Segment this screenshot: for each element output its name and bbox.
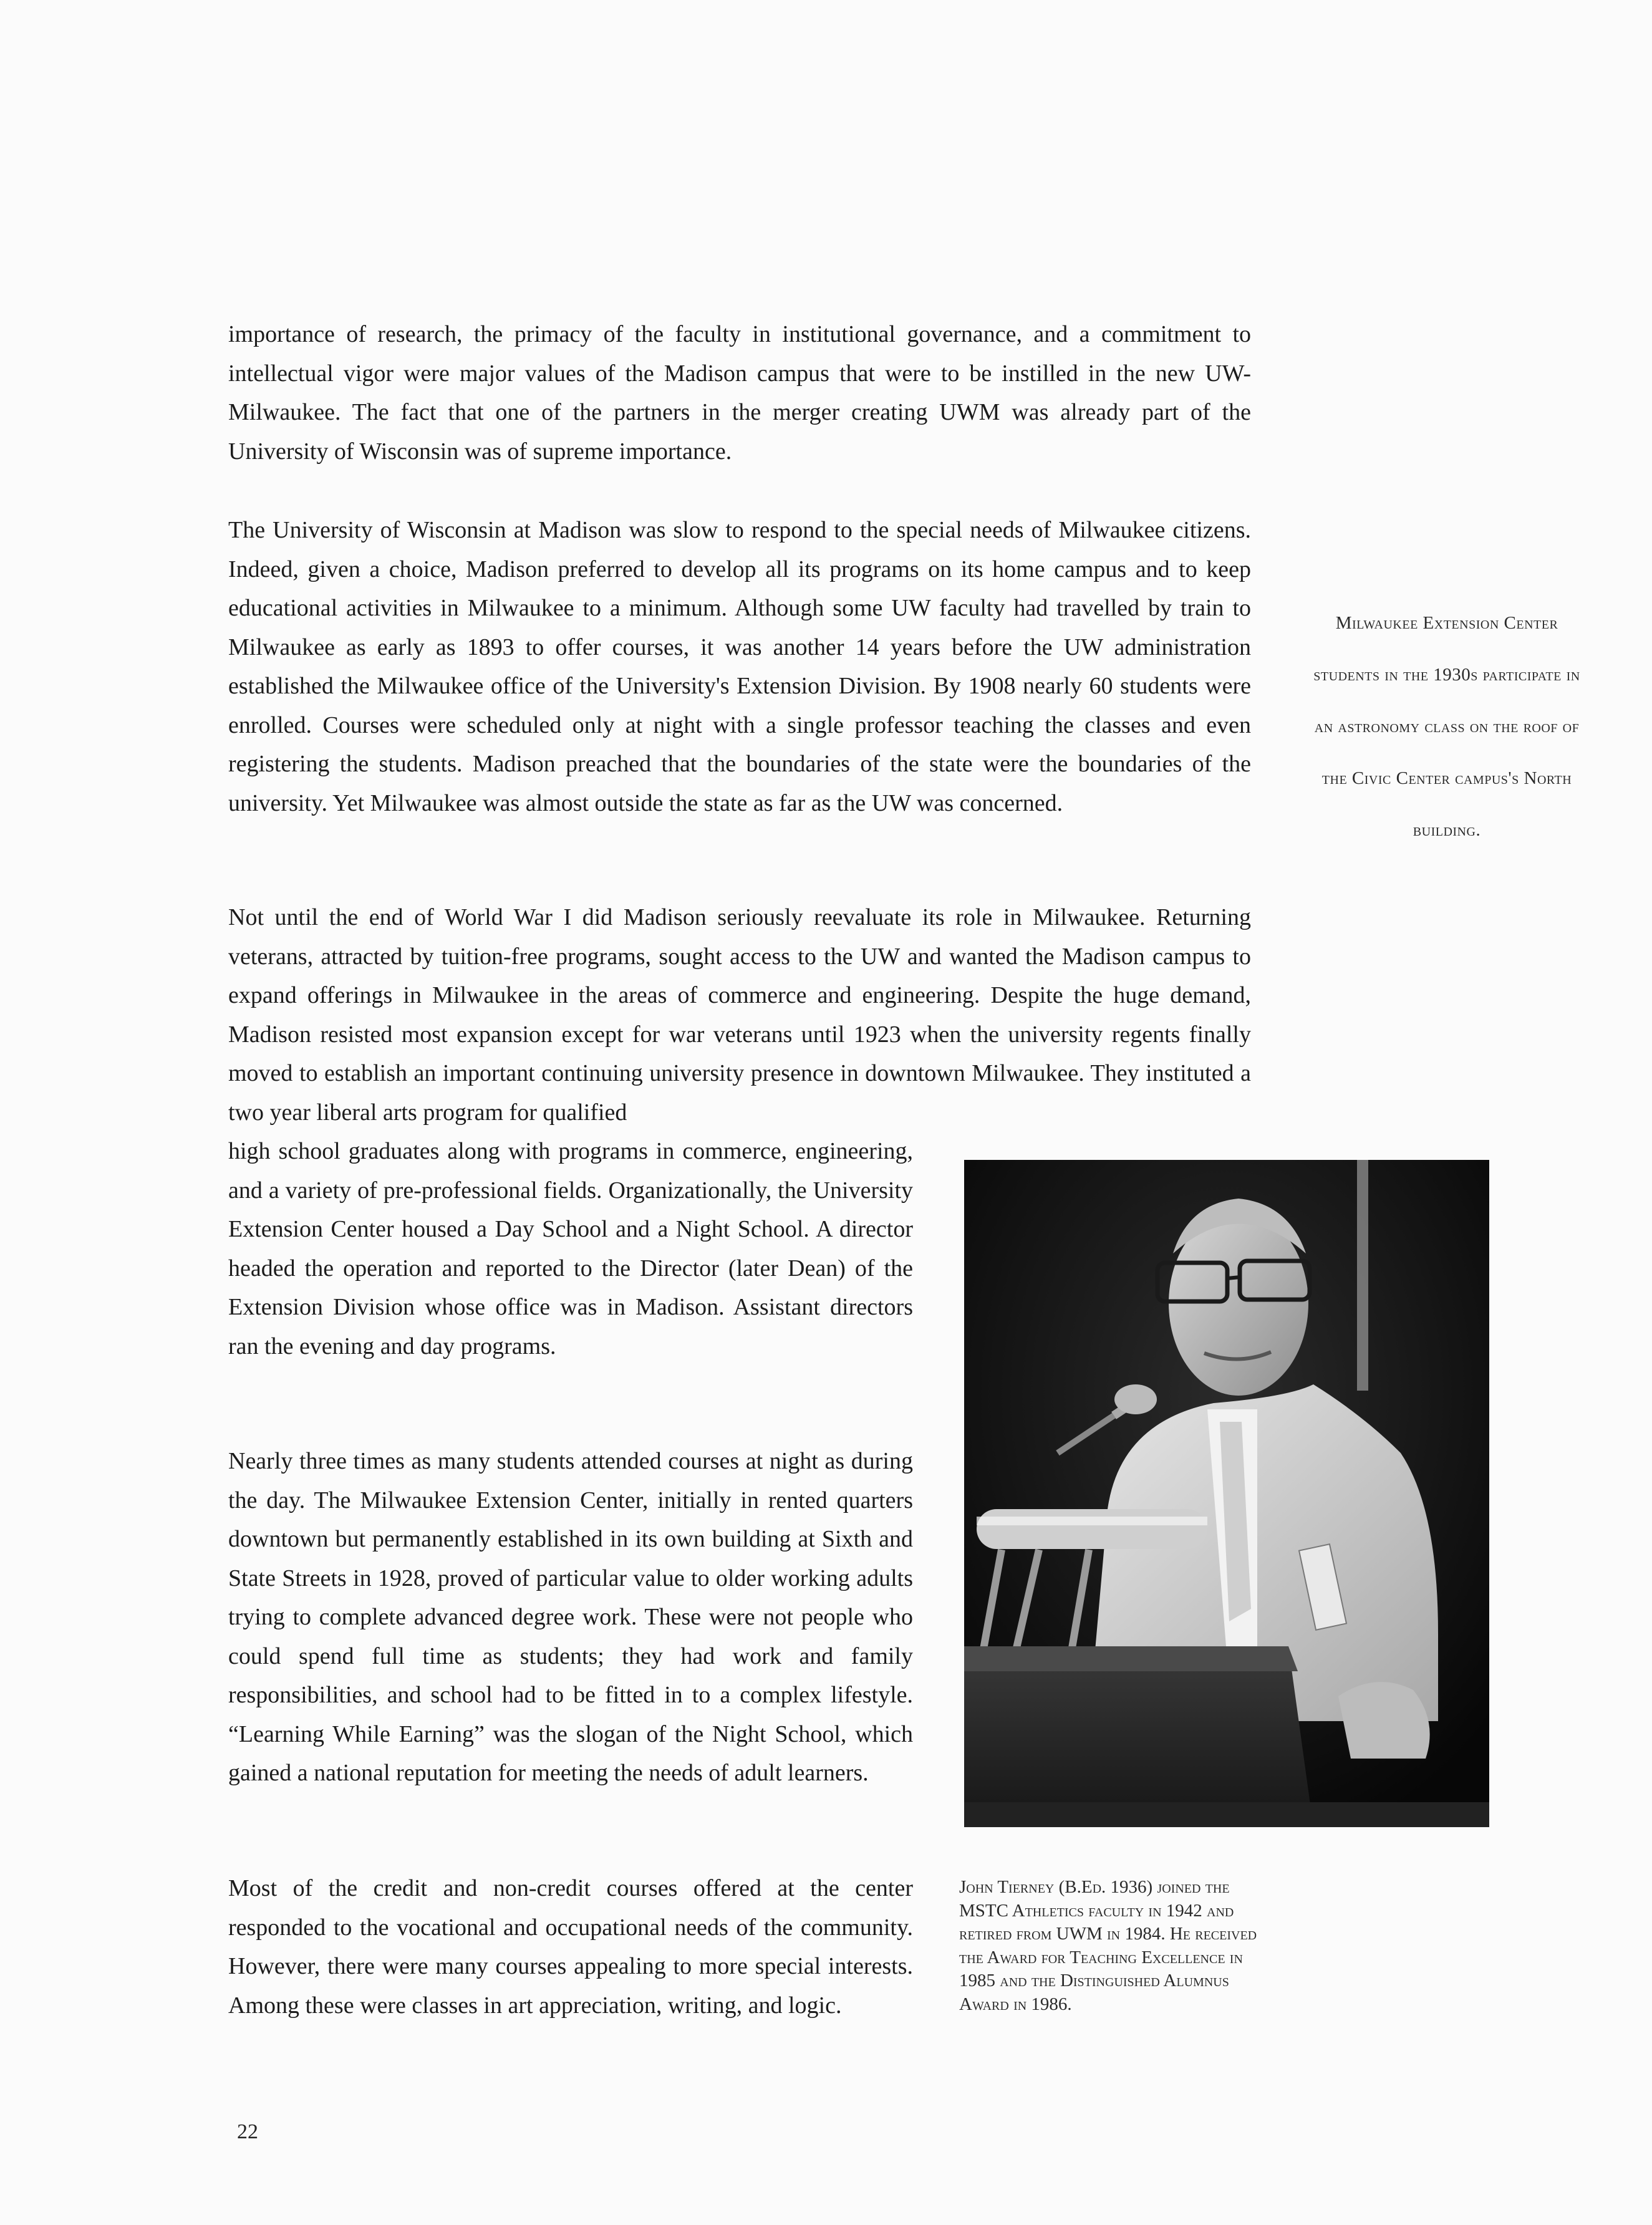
body-paragraph-3: Not until the end of World War I did Madison seriously reevaluate its role in Milwaukee. Returning veterans, attracted by tuition-free programs, sought access to the UW and wanted the Madison campus to expand offerings in Milwaukee in the areas of commerce and engineering. Despite the huge demand, Madison resisted most expansion except for war veterans until 1923 when the university regents finally moved to establish an important continuing university presence in downtown Milwaukee. They instituted a two year liberal arts program for qualified [228,904,1251,1126]
body-paragraph-5: Most of the credit and non-credit courses offered at the center responded to the vocational and occupational needs of the community. However, there were many courses appealing to more special interests. Among these were classes in art appreciation, writing, and logic. [228,1875,913,2019]
page-number: 22 [237,2120,258,2143]
side-caption: Milwaukee Extension Center students in the 1930s participate in an astronomy class on the roof of the Civic Center campus's North building. [1313,613,1580,840]
body-paragraph-1: importance of research, the primacy of the faculty in institutional governance, and a commitment to intellectual vigor were major values of the Madison campus that were to be instilled in the new UW-Milwaukee. The fact that one of the partners in the merger creating UWM was already part of the University of Wisconsin was of supreme importance. [228,321,1251,465]
body-paragraph-4: Nearly three times as many students attended courses at night as during the day. The Milwaukee Extension Center, initially in rented quarters downtown but permanently established in its own building at Sixth and State Streets in 1928, proved of particular value to older working adults trying to complete advanced degree work. These were not people who could spend full time as students; they had work and family responsibilities, and school had to be fitted in to a complex lifestyle. “Learning While Earning” was the slogan of the Night School, which gained a national reputation for meeting the needs of adult learners. [228,1448,913,1786]
photo-illustration [964,1160,1489,1827]
body-paragraph-2: The University of Wisconsin at Madison was slow to respond to the special needs of Milwaukee citizens. Indeed, given a choice, Madison preferred to develop all its programs on its home campus and to keep educational activities in Milwaukee to a minimum. Although some UW faculty had travelled by train to Milwaukee as early as 1893 to offer courses, it was another 14 years before the UW administration established the Milwaukee office of the University's Extension Division. By 1908 nearly 60 students were enrolled. Courses were scheduled only at night with a single professor teaching the classes and even registering the students. Madison preached that the boundaries of the state were the boundaries of the university. Yet Milwaukee was almost outside the state as far as the UW was concerned. [228,517,1251,816]
photo-caption: John Tierney (B.Ed. 1936) joined the MSTC Athletics faculty in 1942 and retired from UWM in 1984. He received the Award for Teaching Excellence in 1985 and the Distinguished Alumnus Award in 1986. [959,1877,1257,2014]
body-paragraph-3-continued: high school graduates along with programs in commerce, engineering, and a variety of pre-professional fields. Organizationally, the University Extension Center housed a Day School and a Night School. A director headed the operation and reported to the Director (later Dean) of the Extension Division whose office was in Madison. Assistant directors ran the evening and day programs. [228,1138,913,1359]
photo-speaker-at-podium [964,1160,1489,1827]
